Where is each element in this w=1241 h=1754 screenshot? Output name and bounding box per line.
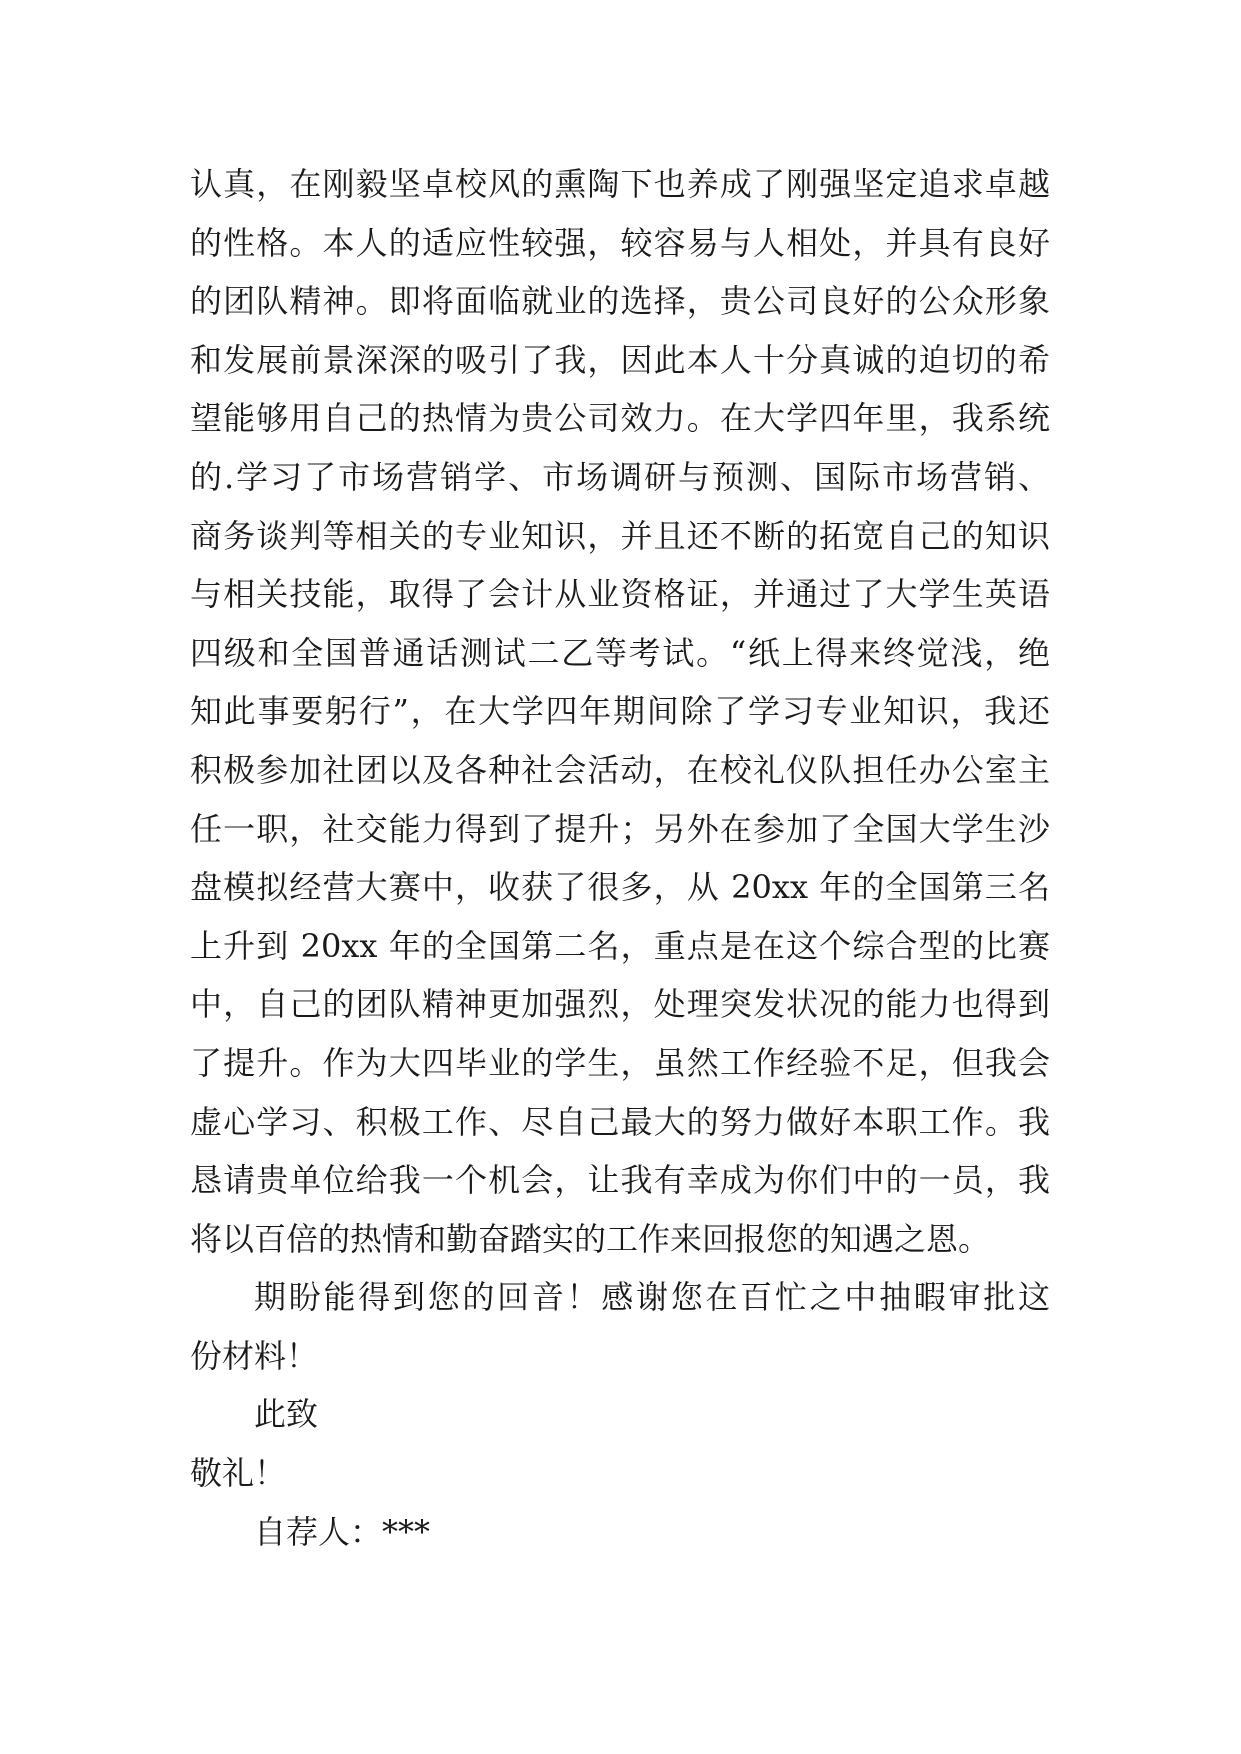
- salutation: 此致: [254, 1395, 319, 1434]
- closing-line-2: 份材料！: [190, 1336, 319, 1375]
- regards: 敬礼！: [190, 1454, 287, 1493]
- body-line-5: 望能够用自己的热情为贵公司效力。在大学四年里，我系统: [190, 399, 1050, 438]
- body-line-3: 的团队精神。即将面临就业的选择，贵公司良好的公众形象: [190, 282, 1050, 321]
- body-line-4: 和发展前景深深的吸引了我，因此本人十分真诚的迫切的希: [190, 340, 1050, 379]
- body-line-11: 积极参加社团以及各种社会活动，在校礼仪队担任办公室主: [190, 750, 1050, 789]
- body-line-10: 知此事要躬行”，在大学四年期间除了学习专业知识，我还: [190, 692, 1050, 731]
- body-line-1: 认真，在刚毅坚卓校风的熏陶下也养成了刚强坚定追求卓越: [190, 165, 1050, 203]
- body-line-15: 中，自己的团队精神更加强烈，处理突发状况的能力也得到: [190, 985, 1050, 1024]
- signature: 自荐人：***: [254, 1512, 431, 1551]
- body-line-9: 四级和全国普通话测试二乙等考试。“纸上得来终觉浅，绝: [190, 633, 1050, 672]
- body-line-6: 的.学习了市场营销学、市场调研与预测、国际市场营销、: [190, 457, 1050, 496]
- body-line-18: 恳请贵单位给我一个机会，让我有幸成为你们中的一员，我: [190, 1161, 1050, 1200]
- body-line-13: 盘模拟经营大赛中，收获了很多，从 20xx 年的全国第三名: [190, 868, 1050, 907]
- body-line-16: 了提升。作为大四毕业的学生，虽然工作经验不足，但我会: [190, 1043, 1050, 1082]
- letter-body: [190, 155, 1050, 1561]
- body-line-7: 商务谈判等相关的专业知识，并且还不断的拓宽自己的知识: [190, 516, 1050, 555]
- closing-line-1: 期盼能得到您的回音！感谢您在百忙之中抽暇审批这: [254, 1278, 1050, 1317]
- body-line-2: 的性格。本人的适应性较强，较容易与人相处，并具有良好: [190, 223, 1050, 262]
- body-line-19: 将以百倍的热情和勤奋踏实的工作来回报您的知遇之恩。: [190, 1219, 991, 1258]
- body-line-17: 虚心学习、积极工作、尽自己最大的努力做好本职工作。我: [190, 1102, 1050, 1141]
- body-line-8: 与相关技能，取得了会计从业资格证，并通过了大学生英语: [190, 575, 1050, 614]
- body-line-14: 上升到 20xx 年的全国第二名，重点是在这个综合型的比赛: [190, 926, 1050, 965]
- body-line-12: 任一职，社交能力得到了提升；另外在参加了全国大学生沙: [190, 809, 1050, 848]
